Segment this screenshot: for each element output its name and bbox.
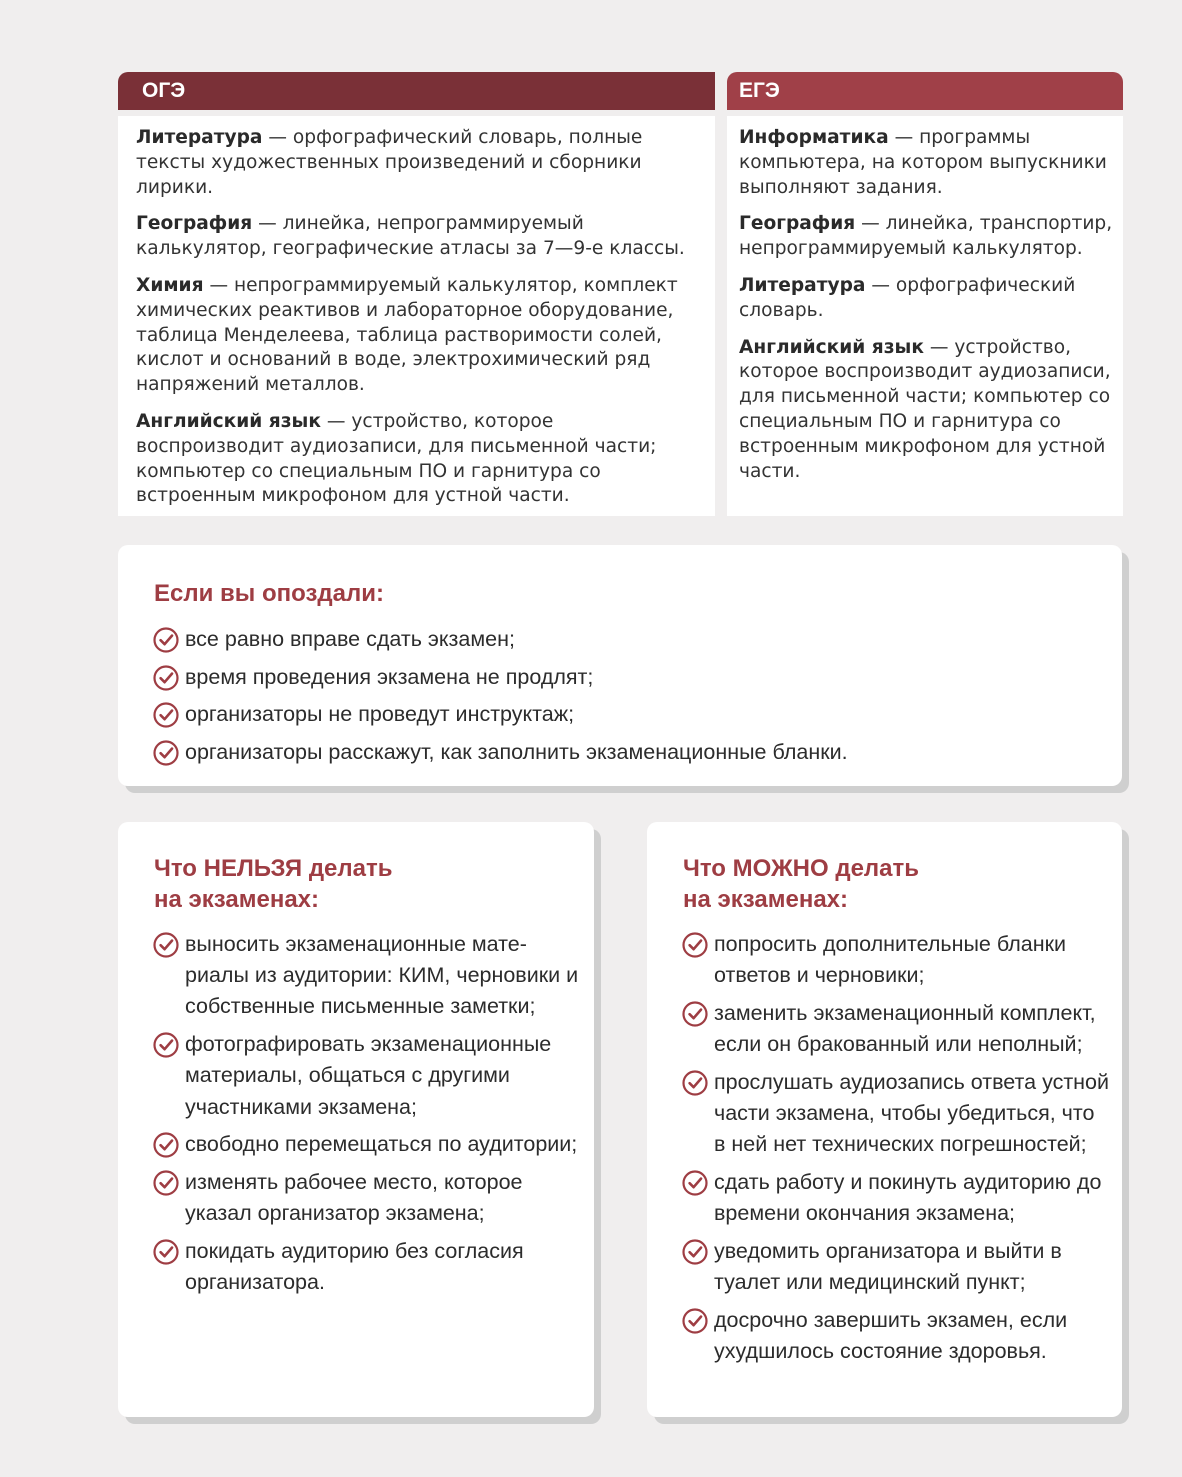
check-circle-icon	[152, 931, 180, 959]
ege-subjects	[727, 116, 1123, 516]
list-item: выносить экзаменационные материалы из аудитории: КИМ, черновики и собственные письменные заметки;	[152, 929, 582, 1023]
late-card	[118, 545, 1122, 786]
list-item: фотографировать экзаменационные материалы, общаться с другими участниками экзамена;	[152, 1029, 582, 1123]
allowed-card	[647, 822, 1122, 1417]
check-circle-icon	[681, 1069, 709, 1097]
forbidden-title: Что НЕЛЬЗЯ делать на экзаменах:	[154, 855, 393, 913]
list-item: время проведения экзамена не продлят;	[152, 659, 848, 697]
ege-subject: Информатика — программы компьютера, на котором выпускники выполняют задания.	[739, 127, 1107, 198]
forbidden-list	[152, 929, 582, 1305]
ege-subject: Литература — орфографический словарь.	[739, 274, 1076, 321]
oge-subjects	[118, 116, 715, 516]
check-circle-icon	[152, 664, 180, 692]
oge-header	[118, 72, 715, 110]
list-item: все равно вправе сдать экзамен;	[152, 621, 848, 659]
ege-header	[727, 72, 1123, 110]
ege-title: ЕГЭ	[739, 79, 780, 102]
late-title: Если вы опоздали:	[154, 580, 384, 607]
list-item: покидать аудиторию без согласия организатора.	[152, 1236, 582, 1298]
check-circle-icon	[681, 1307, 709, 1335]
check-circle-icon	[152, 701, 180, 729]
list-item: организаторы расскажут, как заполнить экзаменационные бланки.	[152, 734, 848, 772]
forbidden-card	[118, 822, 594, 1417]
list-item: уведомить организатора и выйти в туалет или медицинский пункт;	[681, 1236, 1111, 1298]
list-item: изменять рабочее место, которое указал организатор экзамена;	[152, 1167, 582, 1229]
list-item: заменить экзаменационный комплект, если он бракованный или неполный;	[681, 998, 1111, 1060]
oge-subject: Литература — орфографический словарь, полные тексты художественных произведений и сборники лирики.	[136, 127, 643, 198]
allowed-title: Что МОЖНО делать на экзаменах:	[683, 855, 920, 913]
oge-subject: Химия — непрограммируемый калькулятор, комплект химических реактивов и лабораторное оборудование, таблица Менделеева, таблица растворимости солей, кислот и оснований в воде, электрохимический ряд напряжений металлов.	[136, 274, 678, 396]
list-item: прослушать аудиозапись ответа устной части экзамена, чтобы убедиться, что в ней нет технических погрешностей;	[681, 1067, 1111, 1161]
check-circle-icon	[152, 1031, 180, 1059]
check-circle-icon	[681, 1169, 709, 1197]
check-circle-icon	[152, 739, 180, 767]
check-circle-icon	[681, 1238, 709, 1266]
check-circle-icon	[681, 1000, 709, 1028]
ege-subject: География — линейка, транспортир, непрограммируемый калькулятор.	[739, 213, 1113, 260]
list-item: досрочно завершить экзамен, если ухудшилось состояние здоровья.	[681, 1305, 1111, 1367]
check-circle-icon	[152, 1238, 180, 1266]
list-item: организаторы не проведут инструктаж;	[152, 696, 848, 734]
check-circle-icon	[152, 1131, 180, 1159]
check-circle-icon	[152, 626, 180, 654]
oge-title: ОГЭ	[142, 79, 186, 102]
late-list	[152, 621, 848, 771]
list-item: попросить дополнительные бланки ответов и черновики;	[681, 929, 1111, 991]
check-circle-icon	[681, 931, 709, 959]
list-item: сдать работу и покинуть аудиторию до времени окончания экзамена;	[681, 1167, 1111, 1229]
oge-subject: География — линейка, непрограммируемый калькулятор, географические атласы за 7—9-е классы.	[136, 213, 685, 260]
list-item: свободно перемещаться по аудитории;	[152, 1129, 582, 1160]
ege-subject: Английский язык — устройство, которое воспроизводит аудиозаписи, для письменной части; компьютер со специальным ПО и гарнитура со встроенным микрофоном для устной части.	[739, 336, 1111, 482]
check-circle-icon	[152, 1169, 180, 1197]
allowed-list	[681, 929, 1111, 1374]
oge-subject: Английский язык — устройство, которое воспроизводит аудиозаписи, для письменной части; компьютер со специальным ПО и гарнитура со встроенным микрофоном для устной части.	[136, 410, 657, 507]
